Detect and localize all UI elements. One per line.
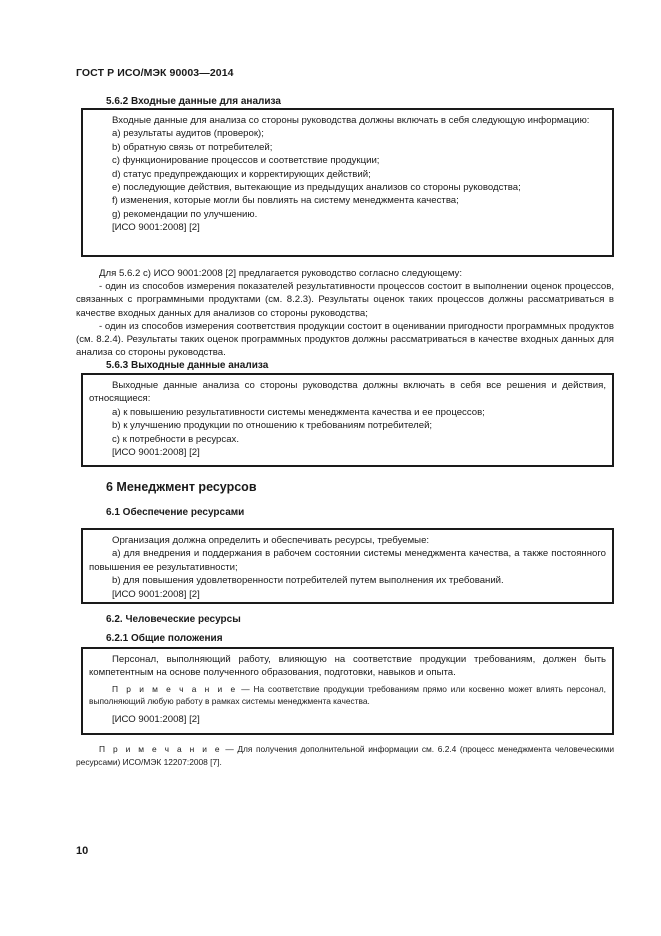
heading-5-6-2: 5.6.2 Входные данные для анализа — [106, 96, 281, 107]
quote-reference: [ИСО 9001:2008] [2] — [112, 222, 200, 234]
list-item: b) обратную связь от потребителей; — [112, 141, 273, 153]
quote-box-6-1 — [81, 528, 614, 604]
list-item: а) к повышению результативности системы менеджмента качества и ее процессов; — [112, 406, 485, 418]
quote-reference: [ИСО 9001:2008] [2] — [112, 447, 200, 459]
heading-6-2-1: 6.2.1 Общие положения — [106, 633, 223, 644]
note-text: — Для получения дополнительной информации см. 6.2.4 (процесс менеджмента человеческими ресурсами) ИСО/МЭК 12207:2008 [7]. — [76, 744, 614, 767]
quote-intro: Выходные данные анализа со стороны руководства должны включать в себя все решения и действия, относящиеся: — [89, 380, 606, 405]
heading-6-1: 6.1 Обеспечение ресурсами — [106, 507, 245, 518]
final-note — [76, 743, 614, 769]
quote-intro: Входные данные для анализа со стороны руководства должны включать в себя следующую информацию: — [112, 115, 590, 126]
list-item: е) последующие действия, вытекающие из предыдущих анализов со стороны руководства; — [112, 182, 521, 194]
heading-6-2: 6.2. Человеческие ресурсы — [106, 614, 241, 625]
heading-6: 6 Менеджмент ресурсов — [106, 480, 257, 494]
page-number: 10 — [76, 845, 89, 857]
guidance-text — [76, 267, 614, 359]
list-item: b) к улучшению продукции по отношению к требованиям потребителей; — [112, 420, 433, 432]
list-item: g) рекомендации по улучшению. — [112, 208, 258, 220]
quote-reference: [ИСО 9001:2008] [2] — [112, 713, 200, 725]
note-text: — На соответствие продукции требованиям прямо или косвенно может влиять персонал, выполняющий любую работу в рамках системы менеджмента качества. — [89, 683, 607, 707]
note-label: П р и м е ч а н и е — [112, 683, 238, 694]
quote-text: Персонал, выполняющий работу, влияющую на соответствие продукции требованиям, должен быть компетентным на основе полученного образования, подготовки, навыков и опыта. — [89, 654, 606, 679]
guidance-item: - один из способов измерения показателей результативности процессов состоит в выполнении оценок процессов, связанных с программными продуктами (см. 8.2.3). Результаты оценок таких процессов должны рассматриваться в качестве входных данных для анализов со стороны руководства; — [76, 281, 614, 319]
quote-reference: [ИСО 9001:2008] [2] — [112, 588, 200, 600]
list-item: с) функционирование процессов и соответствие продукции; — [112, 155, 380, 167]
heading-5-6-3: 5.6.3 Выходные данные анализа — [106, 360, 269, 371]
quote-intro: Организация должна определить и обеспечивать ресурсы, требуемые: — [112, 535, 430, 546]
quote-box-5-6-2 — [81, 108, 614, 257]
list-item: d) статус предупреждающих и корректирующих действий; — [112, 168, 371, 180]
document-header: ГОСТ Р ИСО/МЭК 90003—2014 — [76, 67, 234, 79]
note-label: П р и м е ч а н и е — [99, 744, 222, 754]
guidance-intro: Для 5.6.2 с) ИСО 9001:2008 [2] предлагается руководство согласно следующему: — [99, 268, 462, 279]
list-item: а) для внедрения и поддержания в рабочем состоянии системы менеджмента качества, а также постоянного повышения ее результативности; — [89, 548, 606, 573]
quote-box-5-6-3 — [81, 373, 614, 467]
box-note — [89, 683, 606, 708]
guidance-item: - один из способов измерения соответствия продукции состоит в оценивании пригодности программных продуктов (см. 8.2.4). Результаты таких оценок программных продуктов должны рассматриваться в качестве входных данных для анализа со стороны руководства. — [76, 320, 614, 359]
list-item: b) для повышения удовлетворенности потребителей путем выполнения их требований. — [112, 575, 504, 587]
list-item: f) изменения, которые могли бы повлиять на систему менеджмента качества; — [112, 195, 459, 207]
quote-box-6-2-1 — [81, 647, 614, 735]
list-item: а) результаты аудитов (проверок); — [112, 128, 264, 140]
list-item: с) к потребности в ресурсах. — [112, 433, 239, 445]
